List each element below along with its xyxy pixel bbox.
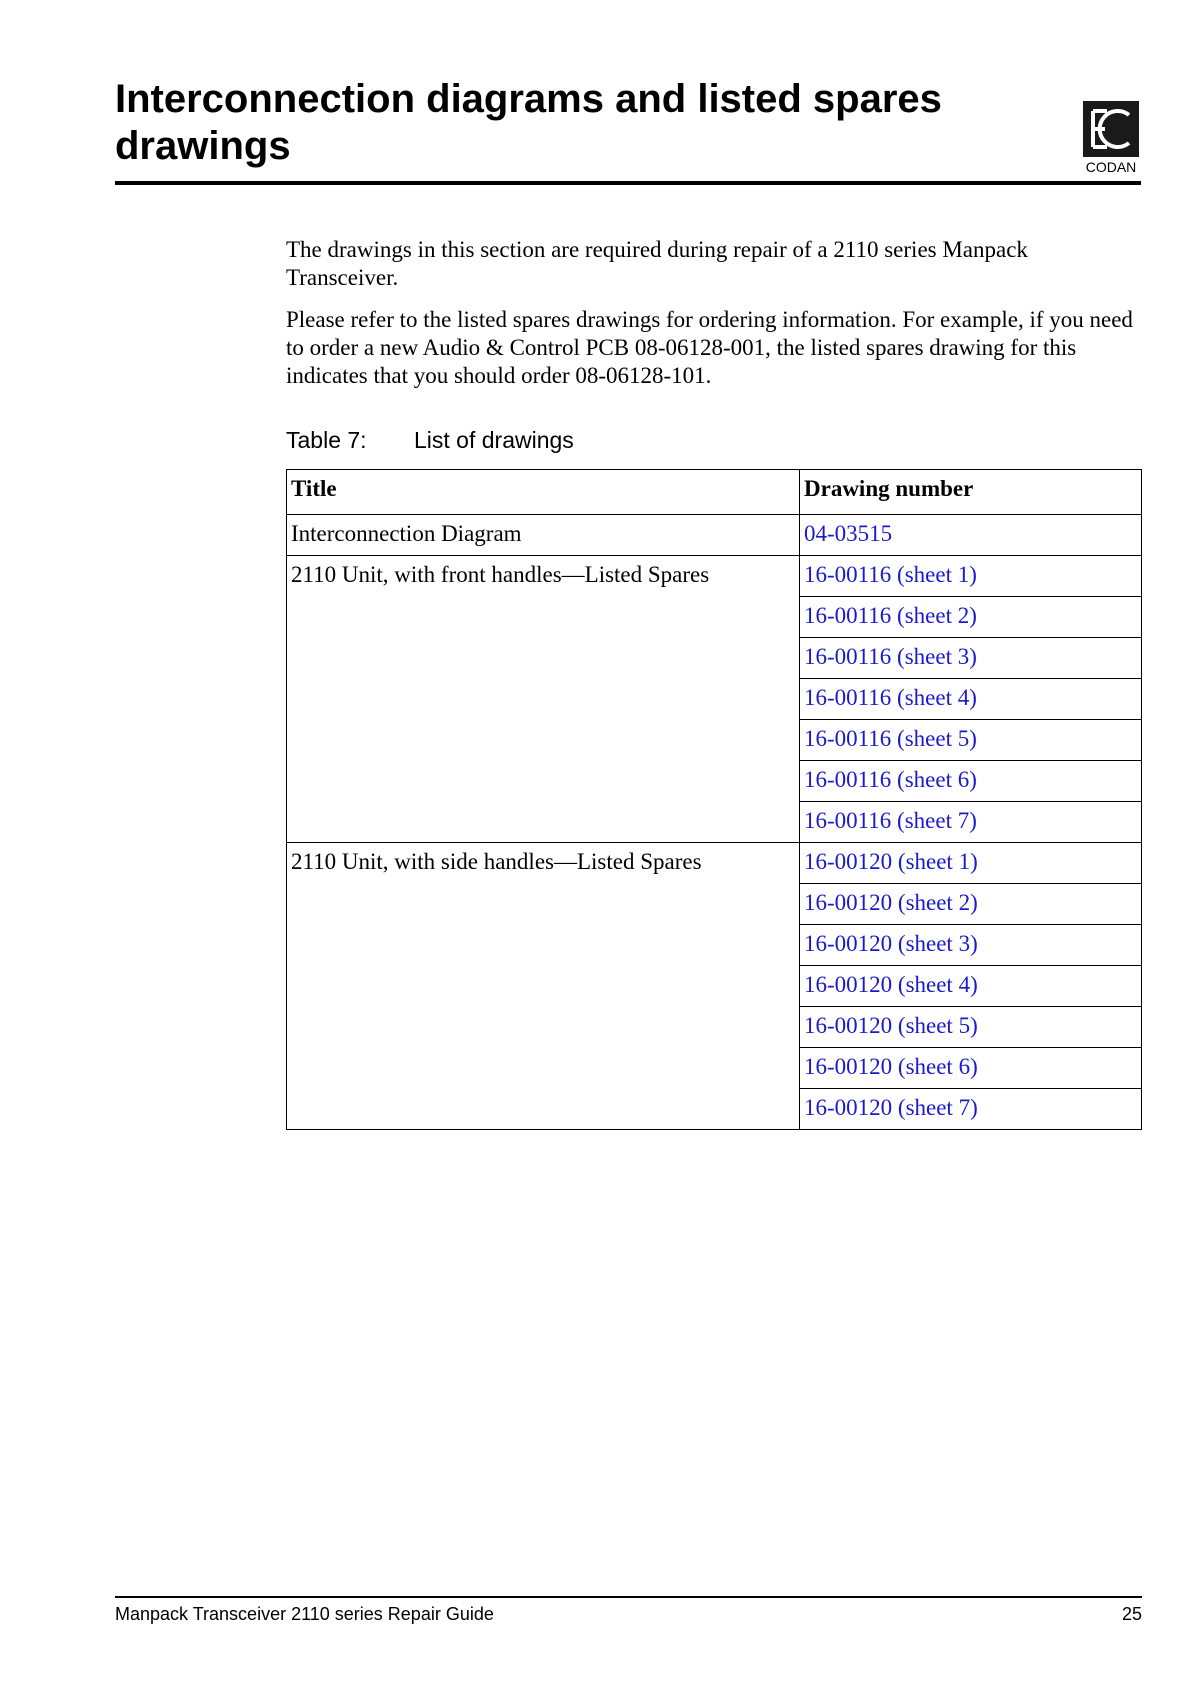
drawing-number-link[interactable]: 16-00116 (sheet 7): [804, 808, 977, 833]
footer-page-number: 25: [1121, 1604, 1142, 1624]
page-title: Interconnection diagrams and listed spares drawings: [115, 77, 942, 168]
table-caption-title: List of drawings: [414, 427, 574, 453]
drawing-number-cell: [800, 515, 1142, 556]
drawing-number-cell: [800, 1048, 1142, 1089]
table-header-row: [287, 470, 1142, 515]
intro-paragraph-1: The drawings in this section are required during repair of a 2110 series Manpack Transceiver.: [286, 237, 1028, 290]
drawing-number-link[interactable]: 16-00120 (sheet 4): [804, 972, 978, 997]
drawing-number-cell: [800, 597, 1142, 638]
drawing-number-link[interactable]: 04-03515: [804, 521, 893, 546]
intro-paragraph-2: Please refer to the listed spares drawings for ordering information. For example, if you need to order a new Audio & Control PCB 08-06128-001, the listed spares drawing for this indicates that you should order 08-06128-101.: [286, 307, 1133, 388]
table-caption: [286, 426, 574, 454]
drawing-number-link[interactable]: 16-00116 (sheet 3): [804, 644, 977, 669]
codan-logo: [1083, 101, 1139, 173]
drawing-number-link[interactable]: 16-00120 (sheet 5): [804, 1013, 978, 1038]
drawing-number-cell: [800, 556, 1142, 597]
drawing-number-cell: [800, 761, 1142, 802]
drawing-number-link[interactable]: 16-00116 (sheet 1): [804, 562, 977, 587]
header-drawing-number: Drawing number: [800, 470, 1142, 515]
title-rule: [115, 181, 1141, 185]
table-caption-number: Table 7:: [286, 427, 367, 453]
drawing-number-cell: [800, 802, 1142, 843]
drawings-table-body: [287, 515, 1142, 1130]
drawing-number-cell: [800, 1007, 1142, 1048]
table-row: [287, 515, 1142, 556]
drawing-number-link[interactable]: 16-00120 (sheet 7): [804, 1095, 978, 1120]
drawing-number-link[interactable]: 16-00116 (sheet 4): [804, 685, 977, 710]
footer-rule: [115, 1596, 1142, 1598]
drawing-number-cell: [800, 638, 1142, 679]
drawing-title-cell: 2110 Unit, with side handles—Listed Spares: [287, 843, 800, 1130]
drawing-number-link[interactable]: 16-00116 (sheet 6): [804, 767, 977, 792]
drawing-number-link[interactable]: 16-00120 (sheet 6): [804, 1054, 978, 1079]
codan-logo-mark-icon: [1083, 101, 1139, 157]
codan-logo-text: CODAN: [1085, 159, 1137, 175]
drawing-number-cell: [800, 720, 1142, 761]
footer-document-name: Manpack Transceiver 2110 series Repair Guide: [115, 1604, 494, 1624]
drawing-number-cell: [800, 884, 1142, 925]
table-row: [287, 843, 1142, 884]
drawing-number-cell: [800, 679, 1142, 720]
drawing-number-cell: [800, 925, 1142, 966]
drawing-number-link[interactable]: 16-00120 (sheet 2): [804, 890, 978, 915]
drawings-table: [286, 469, 1142, 1130]
drawing-title-cell: Interconnection Diagram: [287, 515, 800, 556]
drawing-number-link[interactable]: 16-00120 (sheet 3): [804, 931, 978, 956]
drawing-number-link[interactable]: 16-00120 (sheet 1): [804, 849, 978, 874]
drawing-number-link[interactable]: 16-00116 (sheet 5): [804, 726, 977, 751]
drawing-number-cell: [800, 843, 1142, 884]
drawing-number-cell: [800, 1089, 1142, 1130]
header-title: Title: [287, 470, 800, 515]
drawing-number-link[interactable]: 16-00116 (sheet 2): [804, 603, 977, 628]
drawing-title-cell: 2110 Unit, with front handles—Listed Spares: [287, 556, 800, 843]
table-row: [287, 556, 1142, 597]
drawing-number-cell: [800, 966, 1142, 1007]
